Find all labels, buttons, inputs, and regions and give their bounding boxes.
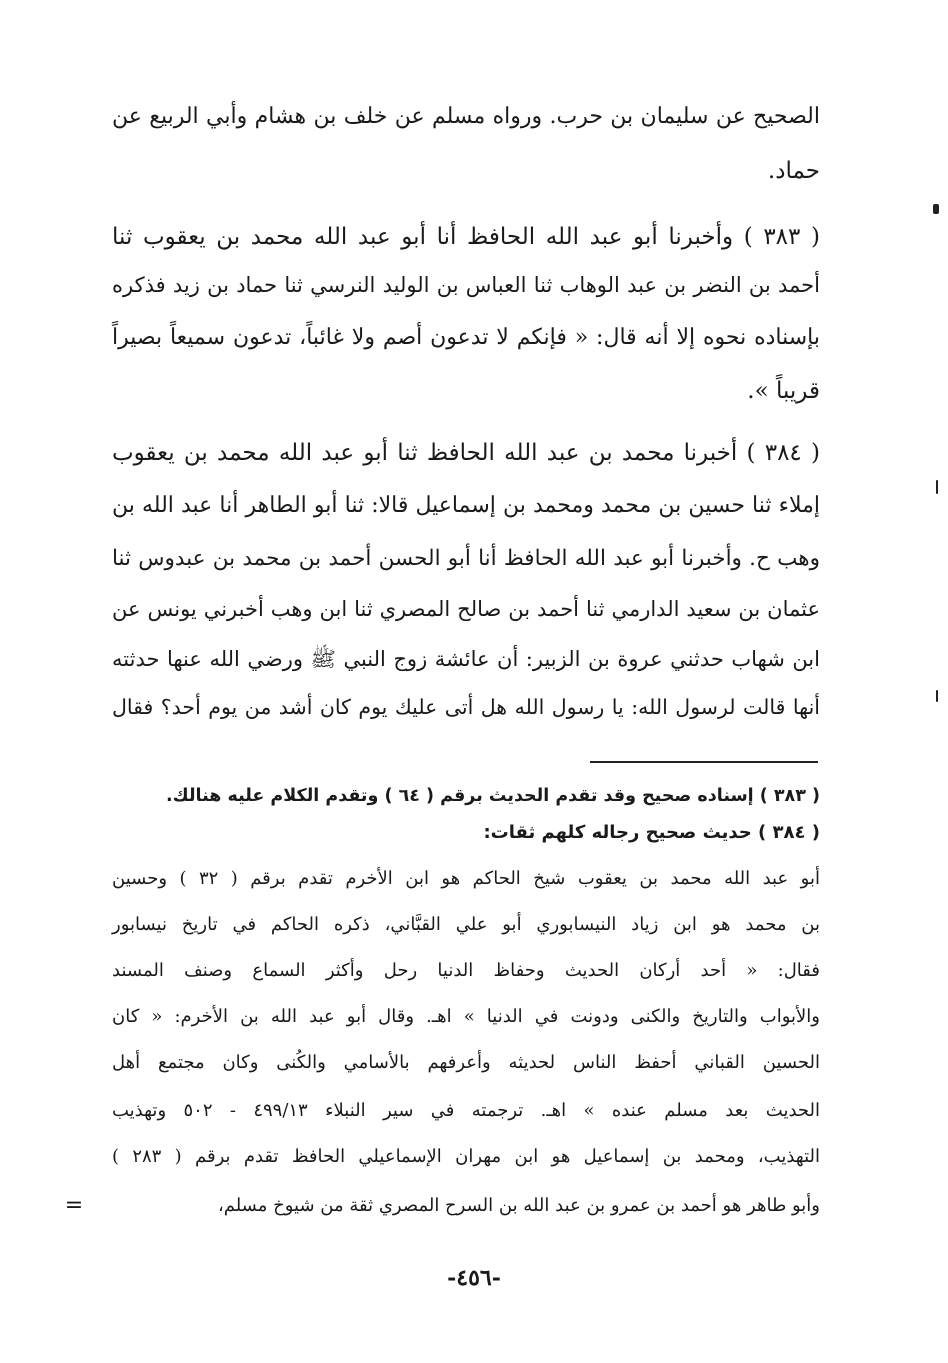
main-text-line: الصحيح عن سليمان بن حرب. ورواه مسلم عن خلف بن هشام وأبي الربيع عن	[112, 104, 820, 129]
continuation-mark: =	[64, 1193, 84, 1218]
scan-speck	[933, 204, 939, 214]
footnote-line: وأبو طاهر هو أحمد بن عمرو بن عبد الله بن السرح المصري ثقة من شيوخ مسلم،	[217, 1195, 820, 1216]
footnote-line: الحسين القباني أحفظ الناس لحديثه وأعرفهم بالأسامي والكُنى وكان مجتمع أهل	[112, 1052, 820, 1073]
footnote-line: أبو عبد الله محمد بن يعقوب شيخ الحاكم هو ابن الأخرم تقدم برقم ( ٣٢ ) وحسين	[112, 868, 820, 889]
page-number: -٤٥٦-	[447, 1265, 501, 1291]
scan-speck	[936, 690, 938, 702]
main-text-line: قريباً ».	[747, 378, 820, 404]
main-text-line: بإسناده نحوه إلا أنه قال: « فإنكم لا تدعون أصم ولا غائباً، تدعون سميعاً بصيراً	[112, 325, 820, 350]
footnote-line: الحديث بعد مسلم عنده » اهـ. ترجمته في سير النبلاء ٤٩٩/١٣ - ٥٠٢ وتهذيب	[112, 1100, 821, 1121]
main-text-line: ( ٣٨٤ ) أخبرنا محمد بن عبد الله الحافظ ثنا أبو عبد الله محمد بن يعقوب	[112, 440, 820, 466]
main-text-line: ( ٣٨٣ ) وأخبرنا أبو عبد الله الحافظ أنا أبو عبد الله محمد بن يعقوب ثنا	[112, 224, 820, 250]
footnote-line: والأبواب والتاريخ والكنى ودونت في الدنيا » اهـ. وقال أبو عبد الله بن الأخرم: « كان	[112, 1006, 820, 1027]
footnote-line: التهذيب، ومحمد بن إسماعيل هو ابن مهران الإسماعيلي الحافظ تقدم برقم ( ٢٨٣ )	[112, 1146, 820, 1167]
scan-speck	[936, 480, 938, 494]
footnote-383: ( ٣٨٣ ) إسناده صحيح وقد تقدم الحديث برقم ( ٦٤ ) وتقدم الكلام عليه هنالك.	[166, 786, 820, 806]
main-text-line: ابن شهاب حدثني عروة بن الزبير: أن عائشة زوج النبي ﷺ ورضي الله عنها حدثته	[112, 647, 820, 671]
main-text-line: وهب ح. وأخبرنا أبو عبد الله الحافظ أنا أبو الحسن أحمد بن محمد بن عبدوس ثنا	[112, 546, 820, 571]
main-text-line: أنها قالت لرسول الله: يا رسول الله هل أتى عليك يوم كان أشد من يوم أحد؟ فقال	[112, 695, 820, 719]
main-text-line: حماد.	[767, 158, 820, 184]
main-text-line: إملاء ثنا حسين بن محمد ومحمد بن إسماعيل قالا: ثنا أبو الطاهر أنا عبد الله بن	[112, 493, 820, 518]
main-text-line: عثمان بن سعيد الدارمي ثنا أحمد بن صالح المصري ثنا ابن وهب أخبرني يونس عن	[112, 597, 820, 621]
footnote-384-heading: ( ٣٨٤ ) حديث صحيح رجاله كلهم ثقات:	[483, 822, 820, 843]
footnote-line: بن محمد هو ابن زياد النيسابوري أبو علي القبَّاني، ذكره الحاكم في تاريخ نيسابور	[112, 914, 820, 935]
main-text-line: أحمد بن النضر بن عبد الوهاب ثنا العباس بن الوليد النرسي ثنا حماد بن زيد فذكره	[112, 273, 820, 297]
footnote-line: فقال: « أحد أركان الحديث وحفاظ الدنيا رحل وأكثر السماع وصنف المسند	[112, 960, 820, 981]
footnote-separator	[590, 761, 818, 763]
